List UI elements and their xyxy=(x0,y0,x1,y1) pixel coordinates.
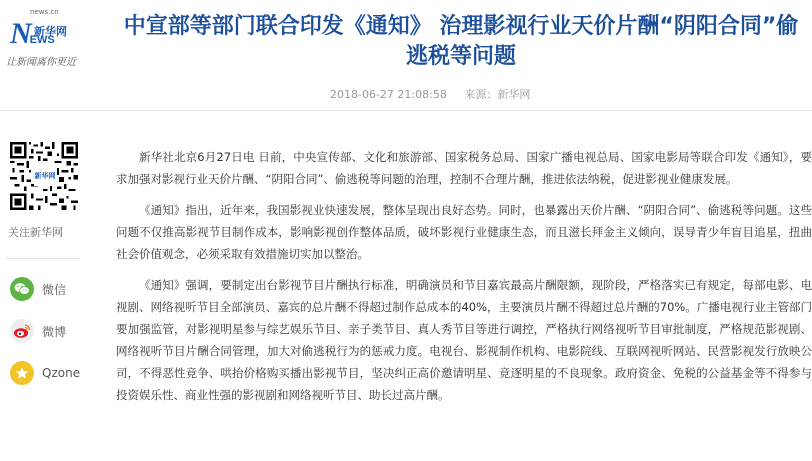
qr-center-logo: 新华网 xyxy=(34,166,56,186)
logo-url-text: news.cn xyxy=(30,8,59,16)
article-body xyxy=(116,146,812,415)
weibo-icon xyxy=(10,319,34,343)
logo-letter: N xyxy=(10,17,32,50)
article-source: 来源：新华网 xyxy=(464,88,531,101)
article-title: 中宣部等部门联合印发《通知》 治理影视行业天价片酬“阴阳合同”偷逃税等问题 xyxy=(123,14,799,69)
article-paragraph: 新华社北京6月27日电 日前，中央宣传部、文化和旅游部、国家税务总局、国家广播电视总局、国家电影局等联合印发《通知》，要求加强对影视行业天价片酬、“阴阳合同”、偷逃税等问题的治理，控制不合理片酬，推进依法纳税，促进影视业健康发展。 xyxy=(116,150,812,186)
wechat-icon xyxy=(10,277,34,301)
article-meta xyxy=(330,86,544,102)
qr-code xyxy=(10,142,78,210)
header-divider xyxy=(0,110,812,111)
share-weibo-label: 微博 xyxy=(42,324,67,339)
share-wechat-button[interactable] xyxy=(10,277,86,301)
site-logo[interactable] xyxy=(6,8,104,68)
logo-slogan: 让新闻离你更近 xyxy=(6,57,76,68)
share-weibo-button[interactable] xyxy=(10,319,86,343)
article-paragraph: 《通知》指出，近年来，我国影视业快速发展，整体呈现出良好态势。同时，也暴露出天价片酬、“阴阳合同”、偷逃税等问题。这些问题不仅推高影视节目制作成本，影响影视创作整体品质，破坏影视行业健康生态，而且滋长拜金主义倾向，误导青少年盲目追星，扭曲社会价值观念，必须采取有效措施切实加以整治。 xyxy=(116,203,812,261)
logo-brand xyxy=(10,17,67,50)
share-qzone-button[interactable] xyxy=(10,361,86,385)
share-wechat-label: 微信 xyxy=(42,282,67,297)
sidebar-divider xyxy=(6,258,80,259)
share-sidebar xyxy=(6,142,86,385)
logo-cn-name: 新华网 xyxy=(34,25,67,38)
article-paragraph: 《通知》强调，要制定出台影视节目片酬执行标准，明确演员和节目嘉宾最高片酬限额，现阶段，严格落实已有规定，每部电影、电视剧、网络视听节目全部演员、嘉宾的总片酬不得超过制作总成本的40%，主要演员片酬不得超过总片酬的70%。广播电视行业主管部门要加强监管，对影视明星参与综艺娱乐节目、亲子类节目、真人秀节目等进行调控，严格执行网络视听节目审批制度，严格规范影视剧、网络视听节目片酬合同管理，加大对偷逃税行为的惩戒力度。电视台、影视制作机构、电影院线、互联网视听网站、民营影视发行放映公司，不得恶性竞争、哄抬价格购买播出影视节目，坚决纠正高价邀请明星、竞逐明星的不良现象。政府资金、免税的公益基金等不得参与投资娱乐性、商业性强的影视剧和网络视听节目、助长过高片酬。 xyxy=(116,278,812,402)
share-qzone-label: Qzone xyxy=(42,366,81,380)
follow-label: 关注新华网 xyxy=(8,226,63,239)
qzone-icon xyxy=(10,361,34,385)
publish-datetime: 2018-06-27 21:08:58 xyxy=(330,88,447,101)
logo-suffix: EWS xyxy=(29,34,55,46)
